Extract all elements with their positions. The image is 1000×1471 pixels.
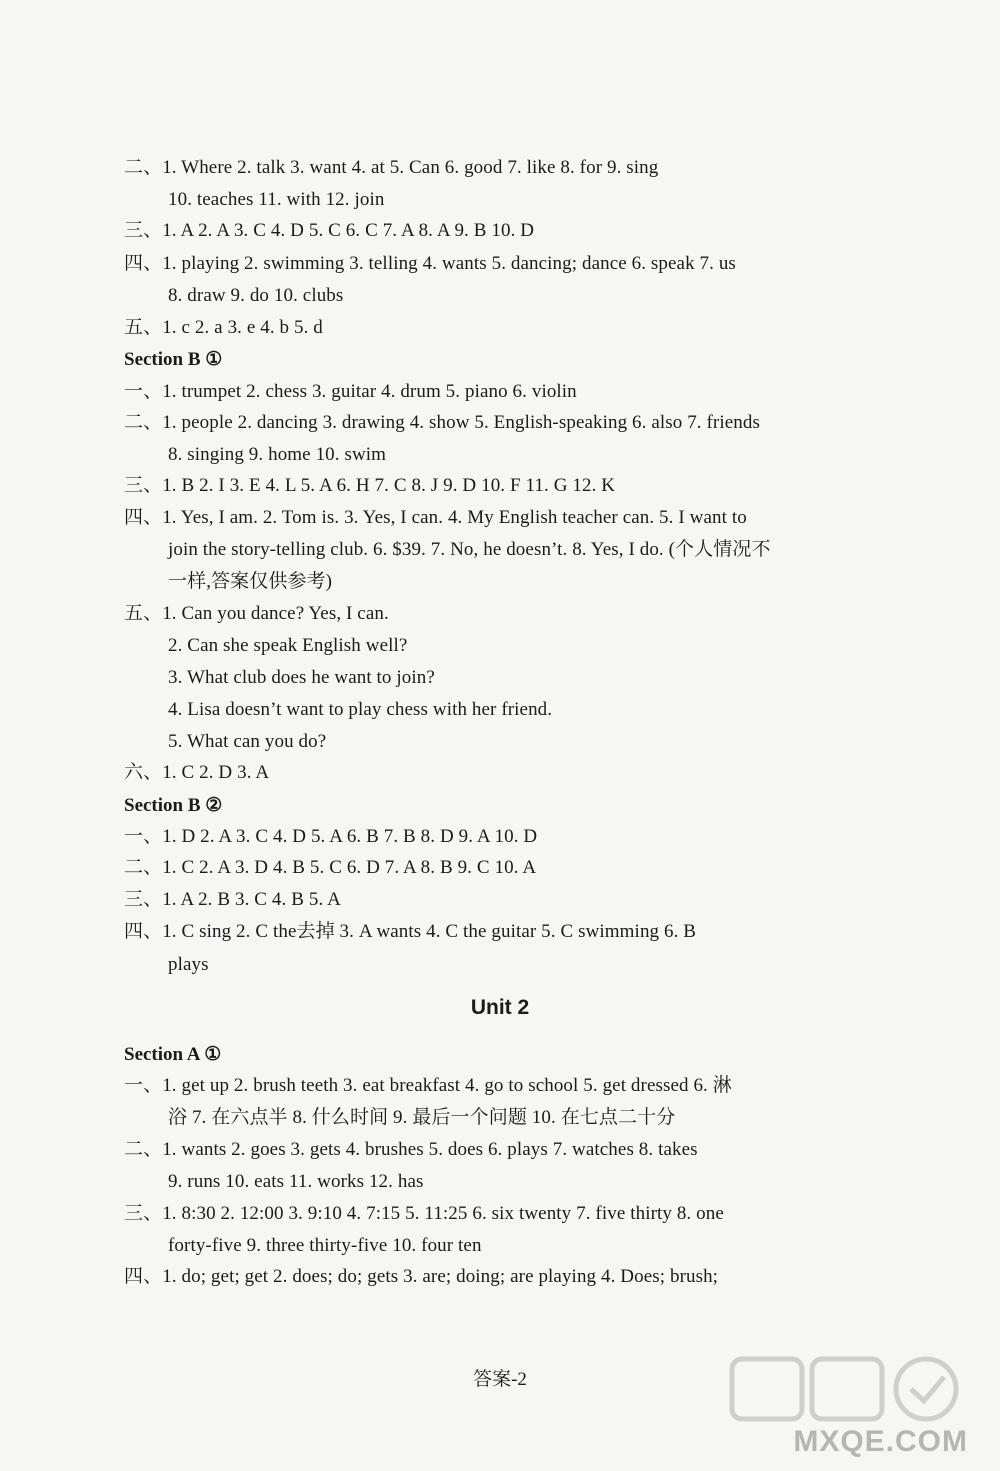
answer-line <box>124 474 615 498</box>
section-heading: Section B ② <box>124 795 223 816</box>
item-label: 一、 <box>124 826 163 847</box>
answer-text: 1. A 2. A 3. C 4. D 5. C 6. C 7. A 8. A 9. B 10. D <box>162 220 535 241</box>
answer-line <box>124 602 389 626</box>
answer-line-continued: 10. teaches 11. with 12. join <box>168 189 385 210</box>
answer-line-continued: forty-five 9. three thirty-five 10. four ten <box>168 1235 482 1256</box>
answer-text: 1. Yes, I am. 2. Tom is. 3. Yes, I can. 4. My English teacher can. 5. I want to <box>162 507 747 528</box>
item-label: 四、 <box>124 921 163 942</box>
unit-title: Unit 2 <box>470 996 530 1019</box>
answer-line <box>124 920 696 944</box>
item-label: 二、 <box>124 157 163 178</box>
answer-line <box>124 856 536 880</box>
answer-line-continued: 8. draw 9. do 10. clubs <box>168 285 344 306</box>
answer-text: 1. C sing 2. C the去掉 3. A wants 4. C the guitar 5. C swimming 6. B <box>162 921 697 942</box>
item-label: 五、 <box>124 603 163 624</box>
item-label: 二、 <box>124 412 163 433</box>
answer-text: 1. C 2. A 3. D 4. B 5. C 6. D 7. A 8. B 9. C 10. A <box>162 857 537 878</box>
answer-line-continued: plays <box>168 954 209 975</box>
item-label: 四、 <box>124 507 163 528</box>
item-label: 三、 <box>124 220 163 241</box>
answer-line-continued: 一样,答案仅供参考) <box>168 571 333 592</box>
item-label: 三、 <box>124 475 163 496</box>
answer-line-continued: join the story-telling club. 6. $39. 7. No, he doesn’t. 8. Yes, I do. (个人情况不 <box>168 539 771 560</box>
answer-line <box>124 506 747 530</box>
item-label: 一、 <box>124 1075 163 1096</box>
answer-text: 1. playing 2. swimming 3. telling 4. wants 5. dancing; dance 6. speak 7. us <box>162 253 736 274</box>
answer-line-continued: 2. Can she speak English well? <box>168 635 408 656</box>
item-label: 三、 <box>124 889 163 910</box>
section-heading: Section B ① <box>124 349 223 370</box>
answer-line <box>124 156 658 180</box>
item-label: 一、 <box>124 381 163 402</box>
answer-line <box>124 219 534 243</box>
answer-text: 1. Where 2. talk 3. want 4. at 5. Can 6. good 7. like 8. for 9. sing <box>162 157 659 178</box>
answer-line <box>124 252 736 276</box>
answer-text: 1. 8:30 2. 12:00 3. 9:10 4. 7:15 5. 11:25 6. six twenty 7. five thirty 8. one <box>162 1203 724 1224</box>
item-label: 三、 <box>124 1203 163 1224</box>
answer-text: 1. c 2. a 3. e 4. b 5. d <box>162 317 323 338</box>
answer-line-continued: 浴 7. 在六点半 8. 什么时间 9. 最后一个问题 10. 在七点二十分 <box>168 1107 676 1128</box>
answer-text: 1. get up 2. brush teeth 3. eat breakfast 4. go to school 5. get dressed 6. 淋 <box>162 1075 732 1096</box>
answer-line <box>124 761 269 785</box>
answer-line-continued: 4. Lisa doesn’t want to play chess with her friend. <box>168 699 553 720</box>
answer-line <box>124 316 323 340</box>
item-label: 二、 <box>124 1139 163 1160</box>
page-number: 答案-2 <box>473 1369 527 1390</box>
answer-line <box>124 411 760 435</box>
answer-text: 1. Can you dance? Yes, I can. <box>162 603 389 624</box>
answer-line <box>124 1202 724 1226</box>
item-label: 五、 <box>124 317 163 338</box>
answer-line <box>124 825 537 849</box>
answer-text: 1. C 2. D 3. A <box>162 762 270 783</box>
item-label: 四、 <box>124 1266 163 1287</box>
answer-text: 1. people 2. dancing 3. drawing 4. show 5. English-speaking 6. also 7. friends <box>162 412 760 433</box>
answer-line <box>124 1265 718 1289</box>
section-heading: Section A ① <box>124 1044 222 1065</box>
answer-text: 1. do; get; get 2. does; do; gets 3. are; doing; are playing 4. Does; brush; <box>162 1266 719 1287</box>
answer-line <box>124 1074 732 1098</box>
answer-text: 1. B 2. I 3. E 4. L 5. A 6. H 7. C 8. J 9. D 10. F 11. G 12. K <box>162 475 616 496</box>
item-label: 六、 <box>124 762 163 783</box>
answer-text: 1. D 2. A 3. C 4. D 5. A 6. B 7. B 8. D 9. A 10. D <box>162 826 538 847</box>
item-label: 二、 <box>124 857 163 878</box>
watermark-text: MXQE.COM <box>793 1425 968 1458</box>
answer-line <box>124 888 341 912</box>
answer-text: 1. trumpet 2. chess 3. guitar 4. drum 5. piano 6. violin <box>162 381 577 402</box>
item-label: 四、 <box>124 253 163 274</box>
answer-line-continued: 3. What club does he want to join? <box>168 667 435 688</box>
answer-text: 1. wants 2. goes 3. gets 4. brushes 5. does 6. plays 7. watches 8. takes <box>162 1139 698 1160</box>
answer-line-continued: 9. runs 10. eats 11. works 12. has <box>168 1171 424 1192</box>
answer-line-continued: 5. What can you do? <box>168 731 327 752</box>
answer-text: 1. A 2. B 3. C 4. B 5. A <box>162 889 341 910</box>
answer-line <box>124 1138 698 1162</box>
answer-line-continued: 8. singing 9. home 10. swim <box>168 444 387 465</box>
answer-line <box>124 380 577 404</box>
